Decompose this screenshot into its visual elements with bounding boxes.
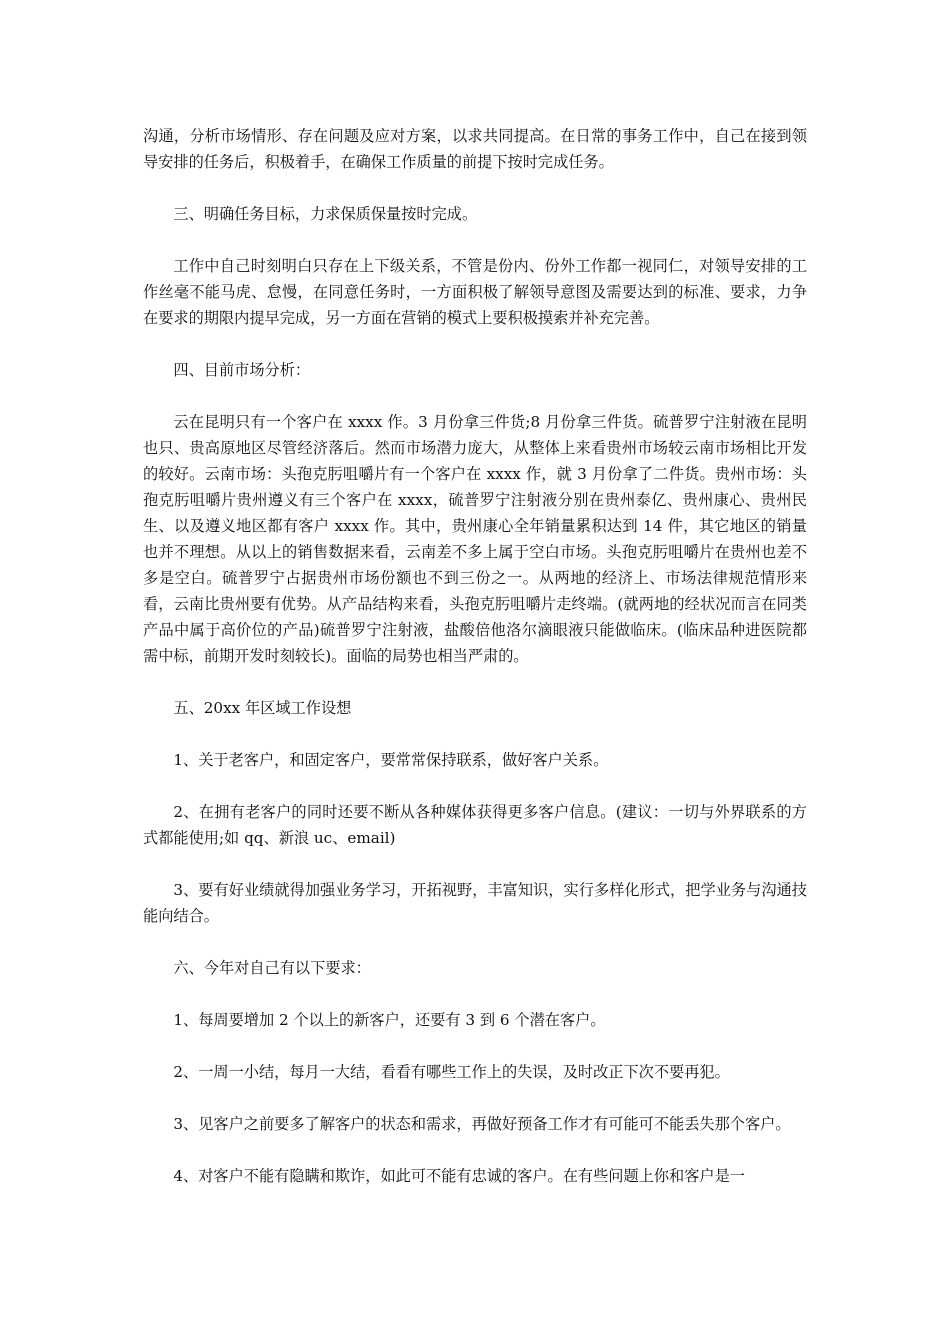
list-item-6-2: 2、一周一小结，每月一大结，看看有哪些工作上的失误，及时改正下次不要再犯。 (173, 1063, 730, 1081)
paragraph-spacer (143, 331, 807, 357)
paragraph-spacer (143, 981, 807, 1007)
document-body (143, 123, 807, 1189)
paragraph-spacer (143, 929, 807, 955)
list-item-6-4: 4、对客户不能有隐瞒和欺诈，如此可不能有忠诚的客户。在有些问题上你和客户是一 (173, 1167, 745, 1185)
list-item-6-3: 3、见客户之前要多了解客户的状态和需求，再做好预备工作才有可能可不能丢失那个客户。 (173, 1115, 791, 1133)
paragraph-spacer (143, 721, 807, 747)
list-item-5-3: 3、要有好业绩就得加强业务学习，开拓视野，丰富知识，实行多样化形式，把学业务与沟通技能向结合。 (143, 881, 807, 925)
paragraph-spacer (143, 227, 807, 253)
paragraph-spacer (143, 1033, 807, 1059)
section-heading-4: 四、目前市场分析： (173, 361, 311, 379)
list-item-6-1: 1、每周要增加 2 个以上的新客户，还要有 3 到 6 个潜在客户。 (173, 1011, 606, 1029)
section-heading-6: 六、今年对自己有以下要求： (173, 959, 371, 977)
paragraph-spacer (143, 1137, 807, 1163)
paragraph-spacer (143, 773, 807, 799)
paragraph-spacer (143, 851, 807, 877)
list-item-5-2: 2、在拥有老客户的同时还要不断从各种媒体获得更多客户信息。(建议：一切与外界联系的方式都能使用;如 qq、新浪 uc、email) (143, 803, 807, 847)
list-item-5-1: 1、关于老客户，和固定客户，要常常保持联系，做好客户关系。 (173, 751, 609, 769)
paragraph-spacer (143, 1085, 807, 1111)
section-heading-5: 五、20xx 年区域工作设想 (173, 699, 352, 717)
paragraph-task-goals: 工作中自己时刻明白只存在上下级关系，不管是份内、份外工作都一视同仁，对领导安排的工作丝毫不能马虎、怠慢，在同意任务时，一方面积极了解领导意图及需要达到的标准、要求，力争在要求的期限内提早完成，另一方面在营销的模式上要积极摸索并补充完善。 (143, 257, 807, 327)
paragraph-spacer (143, 175, 807, 201)
paragraph-spacer (143, 383, 807, 409)
paragraph-market-analysis: 云在昆明只有一个客户在 xxxx 作。3 月份拿三件货;8 月份拿三件货。硫普罗宁注射液在昆明也只、贵高原地区尽管经济落后。然而市场潜力庞大，从整体上来看贵州市场较云南市场相比开发的较好。云南市场：头孢克肟咀嚼片有一个客户在 xxxx 作，就 3 月份拿了二件货。贵州市场：头孢克肟咀嚼片贵州遵义有三个客户在 xxxx，硫普罗宁注射液分别在贵州泰亿、贵州康心、贵州民生、以及遵义地区都有客户 xxxx 作。其中，贵州康心全年销量累积达到 14 件，其它地区的销量也并不理想。从以上的销售数据来看，云南差不多上属于空白市场。头孢克肟咀嚼片在贵州也差不多是空白。硫普罗宁占据贵州市场份额也不到三份之一。从两地的经济上、市场法律规范情形来看，云南比贵州要有优势。从产品结构来看，头孢克肟咀嚼片走终端。(就两地的经状况而言在同类产品中属于高价位的产品)硫普罗宁注射液，盐酸倍他洛尔滴眼液只能做临床。(临床品种进医院都需中标，前期开发时刻较长)。面临的局势也相当严肃的。 (143, 413, 807, 665)
paragraph-spacer (143, 669, 807, 695)
section-heading-3: 三、明确任务目标，力求保质保量按时完成。 (173, 205, 478, 223)
paragraph-intro-continuation: 沟通，分析市场情形、存在问题及应对方案，以求共同提高。在日常的事务工作中，自己在接到领导安排的任务后，积极着手，在确保工作质量的前提下按时完成任务。 (143, 127, 807, 171)
